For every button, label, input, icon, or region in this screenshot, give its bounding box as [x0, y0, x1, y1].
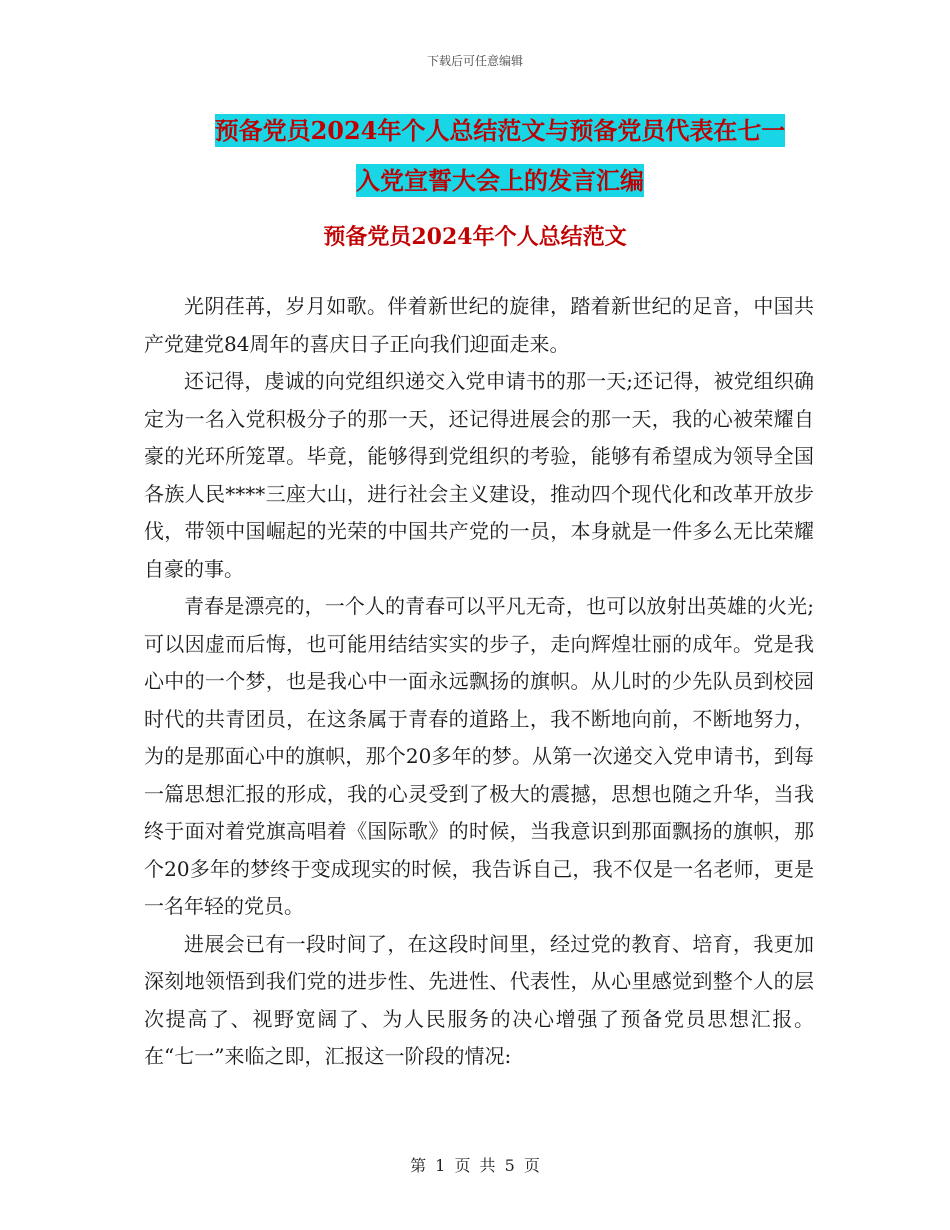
- paragraph-3: 青春是漂亮的，一个人的青春可以平凡无奇，也可以放射出英雄的火光;可以因虚而后悔，也可能用结结实实的步子，走向辉煌壮丽的成年。党是我心中的一个梦，也是我心中一面永远飘扬的旗帜。从儿时的少先队员到校园时代的共青团员，在这条属于青春的道路上，我不断地向前，不断地努力，为的是那面心中的旗帜，那个20多年的梦。从第一次递交入党申请书，到每一篇思想汇报的形成，我的心灵受到了极大的震撼，思想也随之升华，当我终于面对着党旗高唱着《国际歌》的时候，当我意识到那面飘扬的旗帜，那个20多年的梦终于变成现实的时候，我告诉自己，我不仅是一名老师，更是一名年轻的党员。: [144, 594, 814, 918]
- document-title: [120, 106, 880, 206]
- page-number: 第 1 页 共 5 页: [410, 1156, 540, 1175]
- header-note: 下载后可任意编辑: [426, 54, 523, 68]
- document-title-line-2: 入党宣誓大会上的发言汇编: [356, 166, 644, 195]
- body-text: [144, 288, 814, 1076]
- section-title: 预备党员2024年个人总结范文: [323, 224, 627, 250]
- paragraph-1: 光阴荏苒，岁月如歌。伴着新世纪的旋律，踏着新世纪的足音，中国共产党建党84周年的喜庆日子正向我们迎面走来。: [144, 294, 814, 356]
- paragraph-2: 还记得，虔诚的向党组织递交入党申请书的那一天;还记得，被党组织确定为一名入党积极分子的那一天，还记得进展会的那一天，我的心被荣耀自豪的光环所笼罩。毕竟，能够得到党组织的考验，能够有希望成为领导全国各族人民****三座大山，进行社会主义建设，推动四个现代化和改革开放步伐，带领中国崛起的光荣的中国共产党的一员，本身就是一件多么无比荣耀自豪的事。: [144, 369, 814, 581]
- document-title-line-1: 预备党员2024年个人总结范文与预备党员代表在七一: [214, 116, 786, 145]
- paragraph-4: 进展会已有一段时间了，在这段时间里，经过党的教育、培育，我更加深刻地领悟到我们党的进步性、先进性、代表性，从心里感觉到整个人的层次提高了、视野宽阔了、为人民服务的决心增强了预备党员思想汇报。在“七一”来临之即，汇报这一阶段的情况:: [144, 931, 814, 1068]
